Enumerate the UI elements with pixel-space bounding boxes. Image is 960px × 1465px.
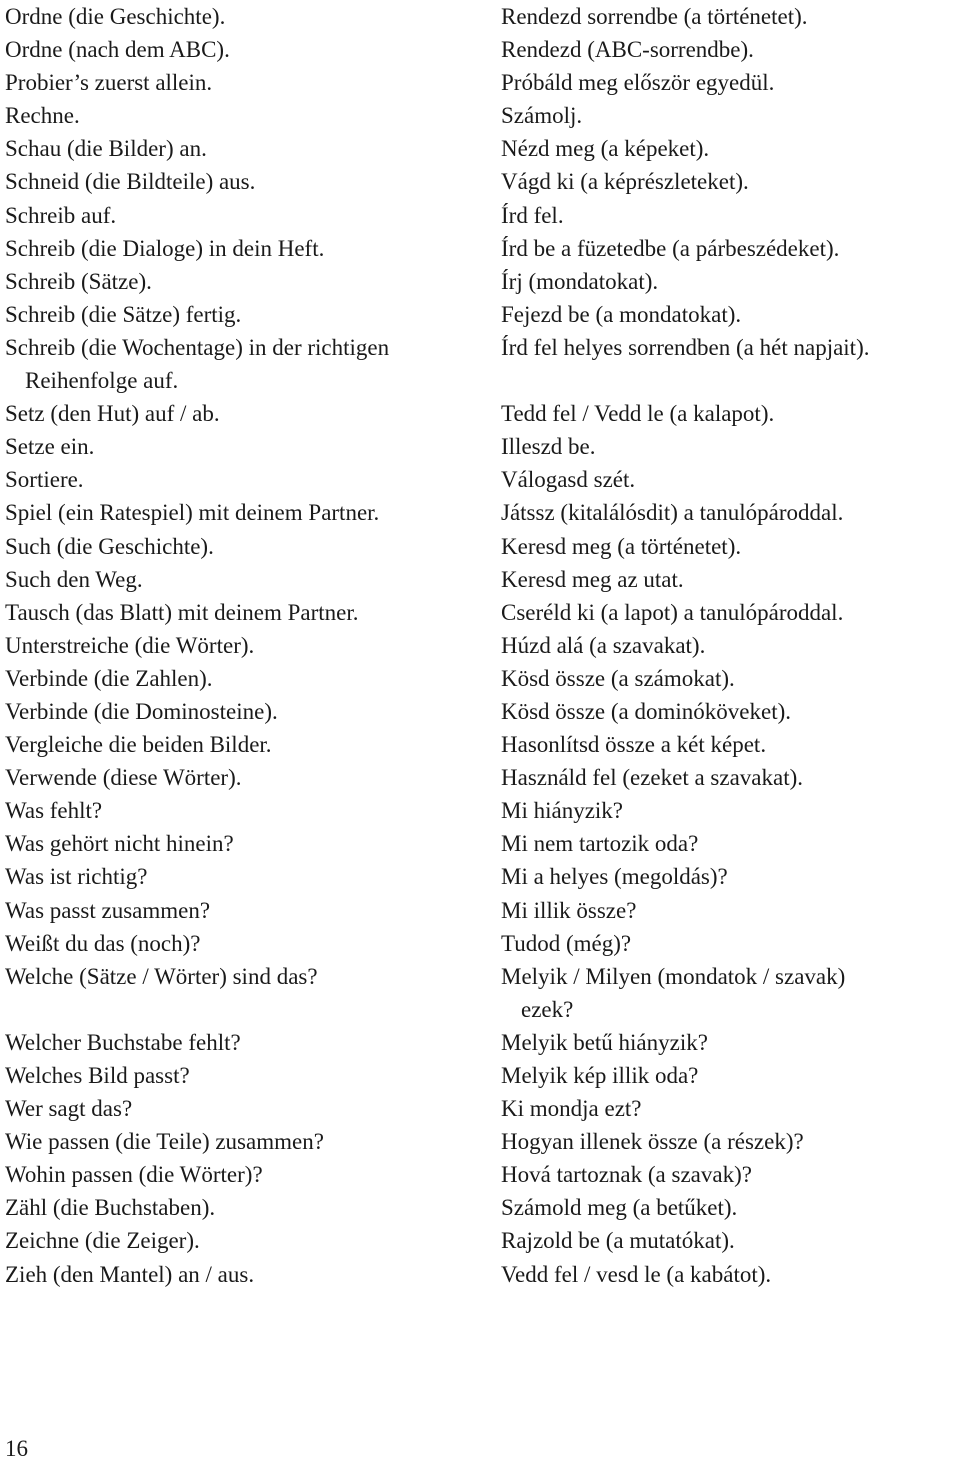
german-phrase: Was passt zusammen? [5, 897, 211, 923]
glossary-row [5, 1125, 960, 1158]
hungarian-phrase: Nézd meg (a képeket). [501, 136, 710, 162]
glossary-row [5, 827, 960, 860]
hungarian-phrase: Rendezd (ABC-sorrendbe). [501, 37, 754, 63]
glossary-row [5, 0, 960, 33]
glossary-row [5, 99, 960, 132]
german-phrase: Tausch (das Blatt) mit deinem Partner. [5, 599, 359, 625]
glossary-row [5, 33, 960, 66]
hungarian-phrase: Hová tartoznak (a szavak)? [501, 1162, 752, 1188]
glossary-row [5, 496, 960, 529]
glossary-row [5, 165, 960, 198]
glossary-row [5, 232, 960, 265]
glossary-row [5, 199, 960, 232]
hungarian-phrase: Írd fel helyes sorrendben (a hét napjait). [501, 334, 870, 360]
glossary-row [5, 132, 960, 165]
german-phrase: Wie passen (die Teile) zusammen? [5, 1129, 324, 1155]
hungarian-phrase: Számold meg (a betűket). [501, 1195, 738, 1221]
glossary-row [5, 629, 960, 662]
german-phrase: Zähl (die Buchstaben). [5, 1195, 216, 1221]
hungarian-phrase: Hasonlítsd össze a két képet. [501, 732, 767, 758]
hungarian-phrase: Melyik kép illik oda? [501, 1063, 699, 1088]
hungarian-phrase: Ki mondja ezt? [501, 1096, 642, 1122]
german-phrase: Spiel (ein Ratespiel) mit deinem Partner. [5, 500, 380, 526]
hungarian-phrase: Írd fel. [501, 202, 564, 228]
german-phrase: Vergleiche die beiden Bilder. [5, 732, 272, 758]
hungarian-phrase: Próbáld meg először egyedül. [501, 70, 775, 96]
glossary-row [5, 1026, 960, 1059]
glossary-row [5, 794, 960, 827]
hungarian-phrase: Fejezd be (a mondatokat). [501, 301, 742, 327]
german-phrase: Such (die Geschichte). [5, 533, 214, 559]
german-phrase: Rechne. [5, 103, 80, 129]
glossary-row [5, 265, 960, 298]
glossary-row [5, 298, 960, 331]
german-phrase: Sortiere. [5, 467, 84, 493]
glossary-row [5, 1158, 960, 1191]
german-phrase-continuation: Reihenfolge auf. [25, 368, 179, 394]
glossary-row [5, 397, 960, 430]
german-phrase: Weißt du das (noch)? [5, 930, 201, 956]
glossary-row [5, 530, 960, 563]
hungarian-phrase: Cseréld ki (a lapot) a tanulópároddal. [501, 599, 844, 625]
german-phrase: Schreib (die Sätze) fertig. [5, 301, 242, 327]
glossary-row-continuation [5, 993, 960, 1026]
glossary-row-continuation [5, 364, 960, 397]
german-phrase: Zeichne (die Zeiger). [5, 1228, 200, 1254]
german-phrase: Verbinde (die Dominosteine). [5, 698, 278, 724]
hungarian-phrase: Kösd össze (a dominóköveket). [501, 698, 791, 724]
hungarian-phrase: Vágd ki (a képrészleteket). [501, 169, 749, 195]
hungarian-phrase: Rendezd sorrendbe (a történetet). [501, 4, 808, 29]
glossary-row [5, 1191, 960, 1224]
german-phrase: Was gehört nicht hinein? [5, 831, 234, 857]
german-phrase: Ordne (nach dem ABC). [5, 37, 230, 63]
german-phrase: Was ist richtig? [5, 864, 148, 890]
german-phrase: Schneid (die Bildteile) aus. [5, 169, 256, 195]
hungarian-phrase: Számolj. [501, 103, 583, 129]
german-phrase: Probier’s zuerst allein. [5, 70, 213, 96]
page-number: 16 [5, 1436, 28, 1461]
glossary-row [5, 430, 960, 463]
hungarian-phrase: Melyik / Milyen (mondatok / szavak) [501, 963, 846, 989]
german-phrase: Unterstreiche (die Wörter). [5, 632, 255, 658]
german-phrase: Schau (die Bilder) an. [5, 136, 207, 162]
hungarian-phrase [521, 364, 960, 397]
glossary-row [5, 894, 960, 927]
german-phrase: Welches Bild passt? [5, 1063, 190, 1088]
glossary-row [5, 1092, 960, 1125]
german-phrase: Such den Weg. [5, 566, 143, 592]
hungarian-phrase: Mi nem tartozik oda? [501, 831, 699, 857]
hungarian-phrase: Húzd alá (a szavakat). [501, 632, 706, 658]
glossary-row [5, 331, 960, 364]
glossary-row [5, 860, 960, 893]
hungarian-phrase: Mi illik össze? [501, 897, 637, 923]
hungarian-phrase: Írd be a füzetedbe (a párbeszédeket). [501, 235, 840, 261]
hungarian-phrase: Keresd meg az utat. [501, 566, 684, 592]
glossary-row [5, 463, 960, 496]
german-phrase: Verwende (diese Wörter). [5, 765, 242, 791]
german-phrase: Setze ein. [5, 434, 95, 460]
hungarian-phrase: Tudod (még)? [501, 930, 632, 956]
glossary-row [5, 1224, 960, 1257]
german-phrase: Schreib (die Dialoge) in dein Heft. [5, 235, 325, 261]
german-phrase [5, 993, 501, 1026]
glossary-row [5, 66, 960, 99]
hungarian-phrase: Hogyan illenek össze (a részek)? [501, 1129, 804, 1155]
german-phrase: Wohin passen (die Wörter)? [5, 1162, 263, 1188]
hungarian-phrase: Mi a helyes (megoldás)? [501, 864, 728, 890]
glossary-row [5, 1258, 960, 1291]
german-phrase: Schreib (Sätze). [5, 268, 152, 294]
hungarian-phrase: Tedd fel / Vedd le (a kalapot). [501, 401, 775, 427]
german-phrase: Verbinde (die Zahlen). [5, 665, 213, 691]
hungarian-phrase: Keresd meg (a történetet). [501, 533, 742, 559]
german-phrase: Was fehlt? [5, 798, 103, 824]
hungarian-phrase: Vedd fel / vesd le (a kabátot). [501, 1261, 772, 1287]
hungarian-phrase: Írj (mondatokat). [501, 268, 659, 294]
german-phrase: Wer sagt das? [5, 1096, 133, 1122]
glossary-row [5, 563, 960, 596]
german-phrase: Welche (Sätze / Wörter) sind das? [5, 963, 318, 989]
hungarian-phrase-continuation: ezek? [521, 996, 574, 1022]
german-phrase: Schreib auf. [5, 202, 117, 228]
german-phrase: Ordne (die Geschichte). [5, 4, 226, 29]
glossary-row [5, 596, 960, 629]
hungarian-phrase: Kösd össze (a számokat). [501, 665, 735, 691]
german-phrase: Setz (den Hut) auf / ab. [5, 401, 220, 427]
hungarian-phrase: Válogasd szét. [501, 467, 636, 493]
glossary-table [5, 0, 960, 1291]
hungarian-phrase: Illeszd be. [501, 434, 596, 460]
german-phrase: Welcher Buchstabe fehlt? [5, 1029, 241, 1055]
german-phrase: Zieh (den Mantel) an / aus. [5, 1261, 255, 1287]
glossary-row [5, 1059, 960, 1092]
hungarian-phrase: Mi hiányzik? [501, 798, 623, 824]
glossary-row [5, 761, 960, 794]
glossary-row [5, 927, 960, 960]
hungarian-phrase: Játssz (kitalálósdit) a tanulópároddal. [501, 500, 844, 526]
german-phrase: Schreib (die Wochentage) in der richtigen [5, 334, 390, 360]
glossary-row [5, 695, 960, 728]
hungarian-phrase: Használd fel (ezeket a szavakat). [501, 765, 804, 791]
glossary-row [5, 960, 960, 993]
glossary-row [5, 728, 960, 761]
hungarian-phrase: Melyik betű hiányzik? [501, 1029, 708, 1055]
hungarian-phrase: Rajzold be (a mutatókat). [501, 1228, 735, 1254]
glossary-row [5, 662, 960, 695]
